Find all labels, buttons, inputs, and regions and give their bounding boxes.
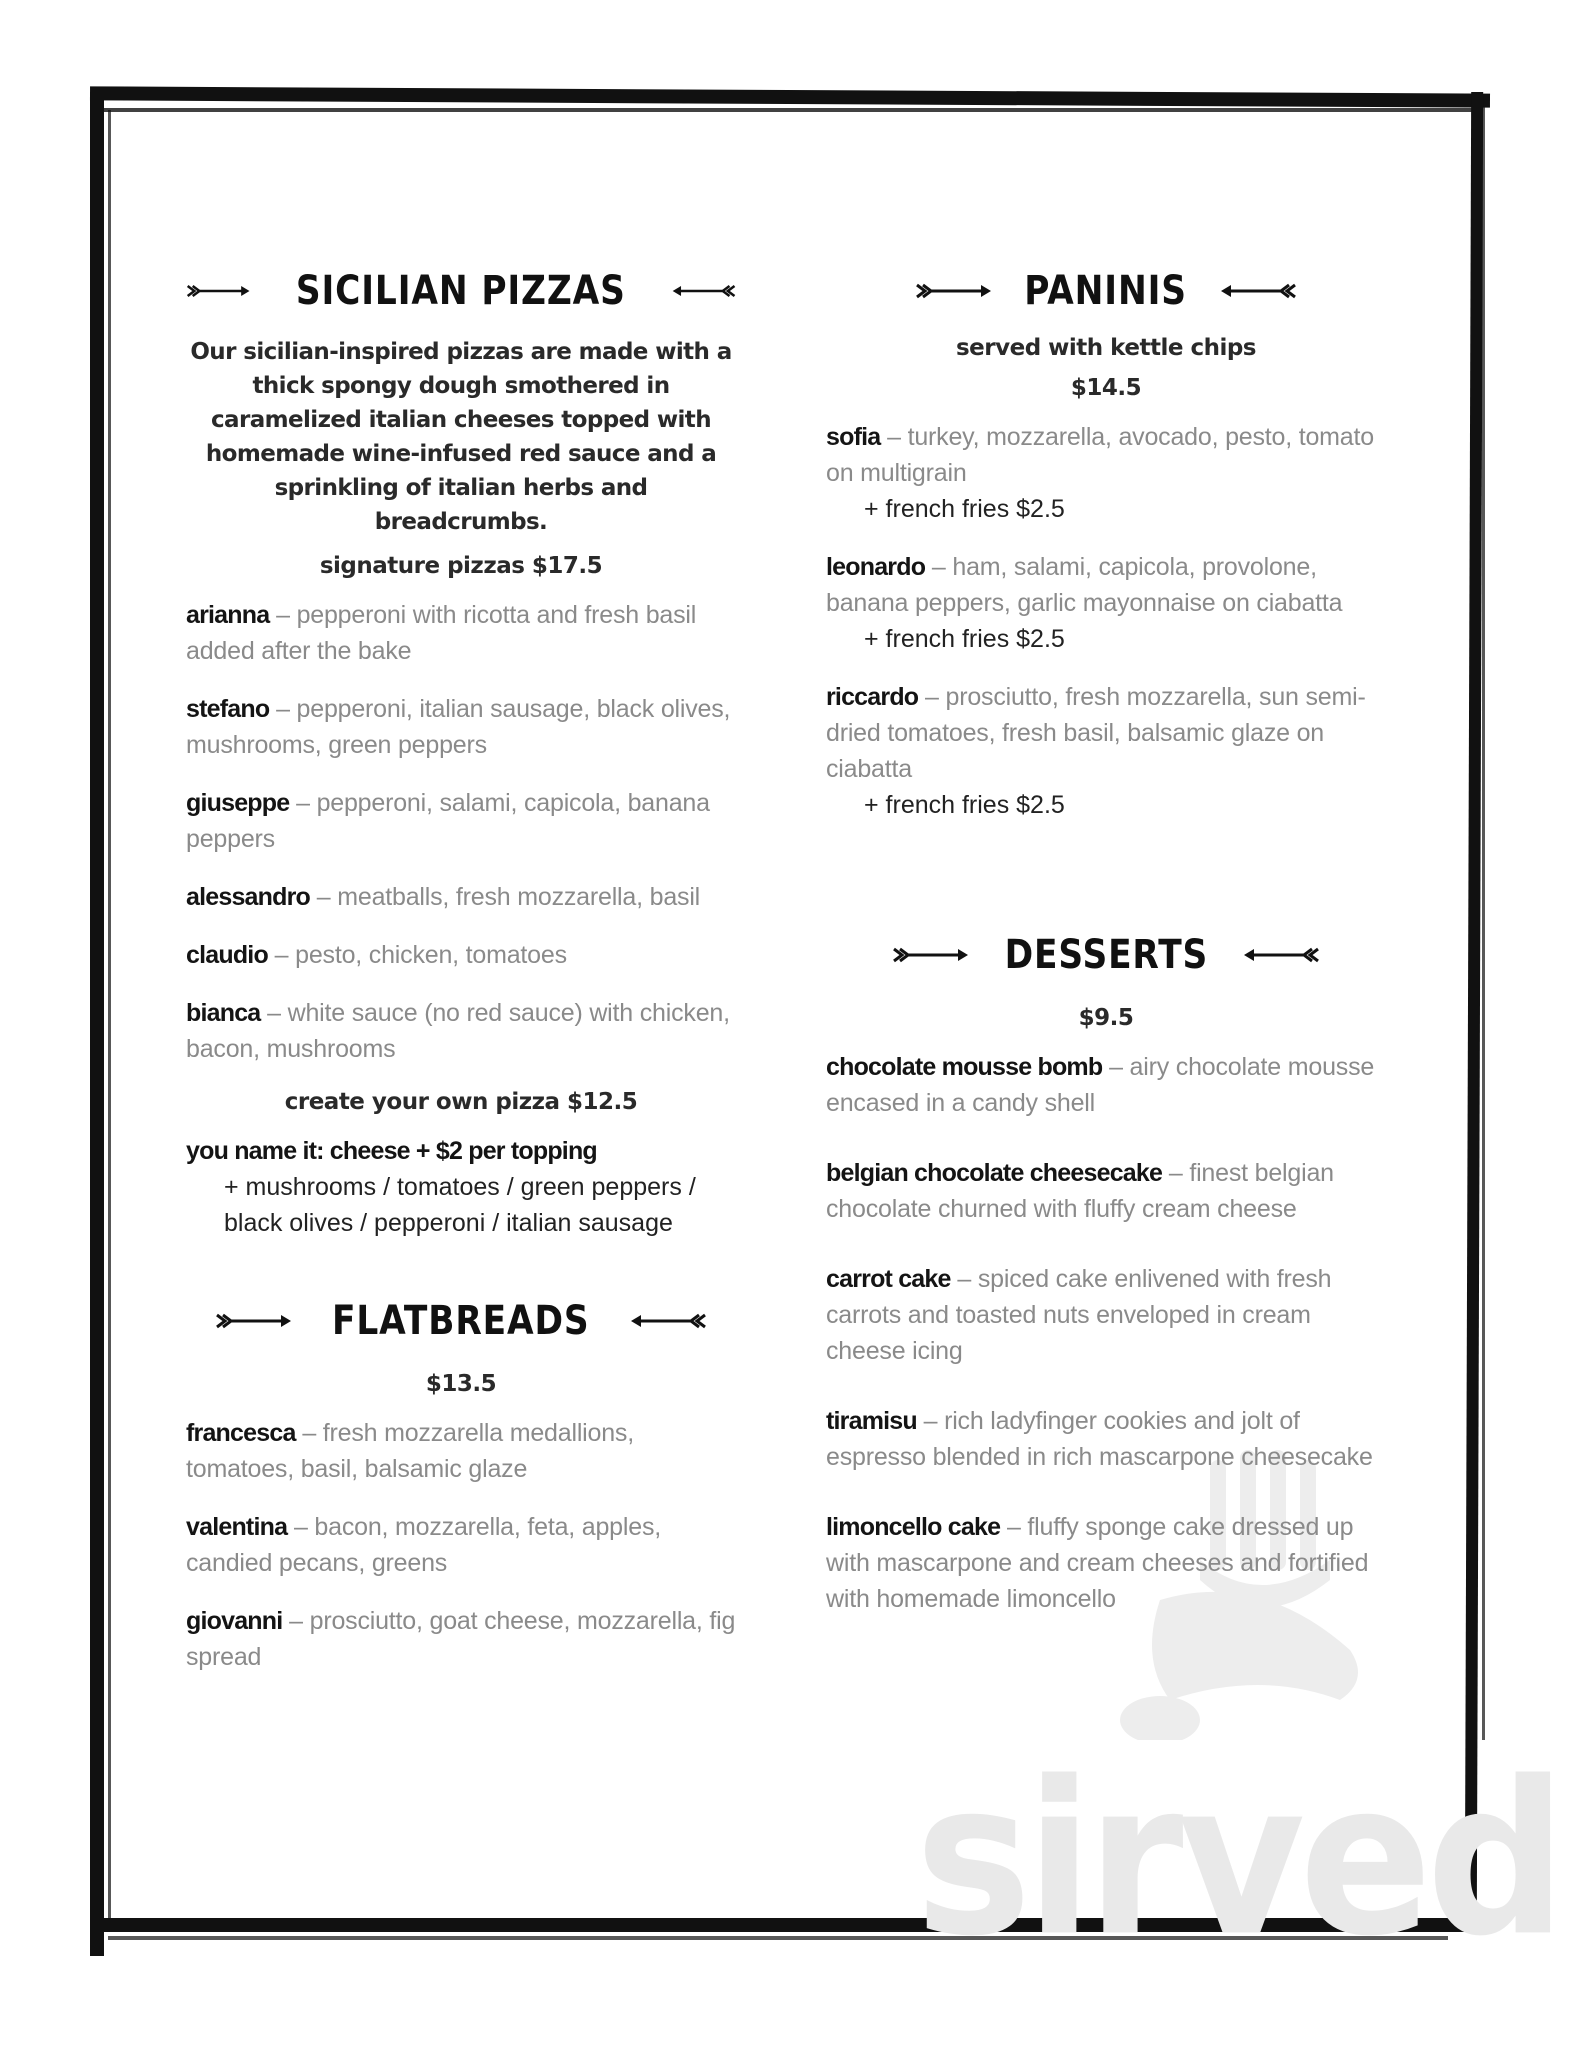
menu-item: stefano – pepperoni, italian sausage, black olives, mushrooms, green peppers: [186, 695, 731, 759]
item-desc: meatballs, fresh mozzarella, basil: [337, 883, 701, 911]
section-title: SICILIAN PIZZAS: [296, 268, 626, 314]
arrow-right-icon: [892, 945, 970, 965]
menu-item: bianca – white sauce (no red sauce) with chicken, bacon, mushrooms: [186, 999, 730, 1063]
item-name: tiramisu: [826, 1407, 917, 1435]
watermark-text: sirved: [915, 1736, 1561, 1984]
menu-item: sofia – turkey, mozzarella, avocado, pesto, tomato on multigrain: [826, 423, 1374, 487]
item-desc: prosciutto, goat cheese, mozzarella, fig spread: [186, 1607, 736, 1671]
item-desc: pesto, chicken, tomatoes: [295, 941, 567, 969]
right-column: [826, 255, 1386, 1639]
item-name: chocolate mousse bomb: [826, 1053, 1103, 1081]
menu-item: valentina – bacon, mozzarella, feta, apples, candied pecans, greens: [186, 1513, 661, 1577]
item-name: limoncello cake: [826, 1513, 1001, 1541]
item-name: riccardo: [826, 683, 919, 711]
item-desc: fluffy sponge cake dressed up with mascarpone and cream cheeses and fortified with homemade limoncello: [826, 1513, 1369, 1613]
addon: + french fries $2.5: [864, 625, 1065, 653]
addon: + french fries $2.5: [864, 791, 1065, 819]
item-desc: turkey, mozzarella, avocado, pesto, tomato on multigrain: [826, 423, 1374, 487]
desserts-price: $9.5: [1078, 1005, 1134, 1031]
flatbreads-price: $13.5: [425, 1371, 497, 1397]
item-name: bianca: [186, 999, 261, 1027]
arrow-right-icon: [186, 281, 251, 301]
create-own-line: you name it: cheese + $2 per topping: [186, 1137, 597, 1165]
item-name: sofia: [826, 423, 881, 451]
item-name: valentina: [186, 1513, 288, 1541]
topping-options: black olives / pepperoni / italian sausage: [224, 1209, 673, 1237]
paninis-price: $14.5: [1070, 375, 1142, 401]
left-column: [186, 255, 736, 1697]
item-name: belgian chocolate cheesecake: [826, 1159, 1163, 1187]
menu-item: belgian chocolate cheesecake – finest belgian chocolate churned with fluffy cream cheese: [826, 1159, 1334, 1223]
section-title: PANINIS: [1024, 268, 1188, 314]
section-title: FLATBREADS: [332, 1298, 590, 1344]
signature-price: signature pizzas $17.5: [319, 553, 603, 579]
topping-options: + mushrooms / tomatoes / green peppers /: [224, 1173, 696, 1201]
item-desc: fresh mozzarella medallions, tomatoes, basil, balsamic glaze: [186, 1419, 634, 1483]
menu-item: tiramisu – rich ladyfinger cookies and jolt of espresso blended in rich mascarpone cheesecake: [826, 1407, 1373, 1471]
item-desc: finest belgian chocolate churned with fluffy cream cheese: [826, 1159, 1334, 1223]
item-name: stefano: [186, 695, 270, 723]
paninis-heading: [826, 255, 1386, 327]
menu-item: leonardo – ham, salami, capicola, provolone, banana peppers, garlic mayonnaise on ciabatta: [826, 553, 1343, 617]
item-name: carrot cake: [826, 1265, 951, 1293]
item-name: francesca: [186, 1419, 296, 1447]
item-desc: pepperoni, salami, capicola, banana peppers: [186, 789, 710, 853]
item-desc: white sauce (no red sauce) with chicken, bacon, mushrooms: [186, 999, 730, 1063]
menu-item: claudio – pesto, chicken, tomatoes: [186, 941, 567, 969]
arrow-left-icon: [671, 281, 736, 301]
item-desc: spiced cake enlivened with fresh carrots and toasted nuts enveloped in cream cheese icing: [826, 1265, 1332, 1365]
menu-item: giovanni – prosciutto, goat cheese, mozzarella, fig spread: [186, 1607, 736, 1671]
item-desc: pepperoni with ricotta and fresh basil added after the bake: [186, 601, 697, 665]
item-name: alessandro: [186, 883, 311, 911]
desserts-heading: [826, 919, 1386, 991]
sicilian-intro: Our sicilian-inspired pizzas are made with a thick spongy dough smothered in caramelized italian cheeses topped with homemade wine-infused red sauce and a sprinkling of italian herbs and breadcrumbs.: [190, 339, 732, 535]
menu-item: carrot cake – spiced cake enlivened with fresh carrots and toasted nuts enveloped in cream cheese icing: [826, 1265, 1332, 1365]
paninis-subtitle: served with kettle chips: [955, 335, 1256, 361]
menu-item: arianna – pepperoni with ricotta and fresh basil added after the bake: [186, 601, 697, 665]
arrow-left-icon: [1242, 945, 1320, 965]
addon: + french fries $2.5: [864, 495, 1065, 523]
item-desc: prosciutto, fresh mozzarella, sun semi-dried tomatoes, fresh basil, balsamic glaze on ciabatta: [826, 683, 1366, 783]
arrow-right-icon: [215, 1311, 293, 1331]
arrow-left-icon: [1219, 281, 1297, 301]
menu-item: limoncello cake – fluffy sponge cake dressed up with mascarpone and cream cheeses and fortified with homemade limoncello: [826, 1513, 1369, 1613]
arrow-right-icon: [915, 281, 993, 301]
menu-item: francesca – fresh mozzarella medallions, tomatoes, basil, balsamic glaze: [186, 1419, 634, 1483]
section-title: DESSERTS: [1004, 932, 1208, 978]
item-desc: bacon, mozzarella, feta, apples, candied pecans, greens: [186, 1513, 661, 1577]
arrow-left-icon: [629, 1311, 707, 1331]
item-desc: rich ladyfinger cookies and jolt of espresso blended in rich mascarpone cheesecake: [826, 1407, 1373, 1471]
item-name: giuseppe: [186, 789, 290, 817]
item-desc: pepperoni, italian sausage, black olives, mushrooms, green peppers: [186, 695, 731, 759]
item-name: arianna: [186, 601, 270, 629]
create-own-price: create your own pizza $12.5: [284, 1089, 638, 1115]
menu-item: riccardo – prosciutto, fresh mozzarella, sun semi-dried tomatoes, fresh basil, balsamic glaze on ciabatta: [826, 683, 1366, 783]
sicilian-pizzas-heading: [186, 255, 736, 327]
item-name: claudio: [186, 941, 268, 969]
flatbreads-heading: [186, 1285, 736, 1357]
menu-item: alessandro – meatballs, fresh mozzarella, basil: [186, 883, 701, 911]
item-desc: airy chocolate mousse encased in a candy shell: [826, 1053, 1375, 1117]
menu-item: chocolate mousse bomb – airy chocolate mousse encased in a candy shell: [826, 1053, 1375, 1117]
item-desc: ham, salami, capicola, provolone, banana peppers, garlic mayonnaise on ciabatta: [826, 553, 1343, 617]
menu-item: giuseppe – pepperoni, salami, capicola, banana peppers: [186, 789, 710, 853]
item-name: giovanni: [186, 1607, 283, 1635]
item-name: leonardo: [826, 553, 926, 581]
